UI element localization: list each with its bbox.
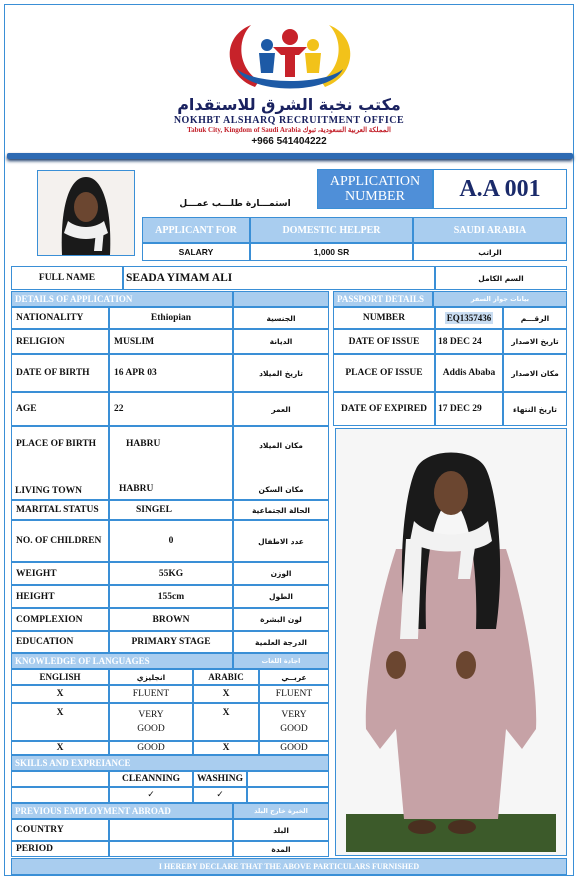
age-label-ar: العمر xyxy=(233,392,329,426)
languages-section-header-ar: اجادة اللغات xyxy=(233,653,329,669)
passport-number-text: EQ1357436 xyxy=(446,313,492,323)
agency-location: Tabuk City, Kingdom of Saudi Arabia المملكة العربية السعودية، تبوك xyxy=(187,126,391,134)
full-body-image xyxy=(336,429,566,855)
form-title-ar: استمـــارة طلـــب عمـــل xyxy=(179,199,291,209)
agency-name-en: NOKHBT ALSHARQ RECRUITMENT OFFICE xyxy=(173,115,405,126)
job-title: DOMESTIC HELPER xyxy=(250,217,413,243)
age-label: AGE xyxy=(11,392,109,426)
dob-label-ar: تاريخ الميلاد xyxy=(233,354,329,392)
children-label: NO. OF CHILDREN xyxy=(11,520,109,562)
complexion-label: COMPLEXION xyxy=(11,608,109,631)
arabic-label-ar: عربــي xyxy=(259,669,329,685)
full-name-label: FULL NAME xyxy=(11,266,123,290)
issue-date-label: DATE OF ISSUE xyxy=(333,329,435,354)
education-value: PRIMARY STAGE xyxy=(109,631,233,653)
issue-date-label-ar: تاريخ الاصدار xyxy=(503,329,567,354)
weight-label-ar: الوزن xyxy=(233,562,329,585)
children-label-ar: عدد الاطفال xyxy=(233,520,329,562)
religion-value: MUSLIM xyxy=(109,329,233,354)
passport-number-label-ar: الرقـــم xyxy=(503,307,567,329)
skills-empty-cell-4 xyxy=(247,787,329,803)
country-label: COUNTRY xyxy=(11,819,109,841)
skill-cleaning-check: ✓ xyxy=(109,787,193,803)
details-section-header: DETAILS OF APPLICATION xyxy=(11,291,233,307)
marital-status-label-ar: الحالة الجتماعية xyxy=(233,500,329,520)
app-number-label: APPLICATION NUMBER xyxy=(317,169,433,209)
english-good-mark: X xyxy=(11,741,109,755)
arabic-verygood-level: VERY GOOD xyxy=(259,703,329,741)
period-label: PERIOD xyxy=(11,841,109,857)
english-verygood-level: VERY GOOD xyxy=(109,703,193,741)
living-town-value: HABRU xyxy=(119,484,154,494)
skills-empty-cell-3 xyxy=(11,787,109,803)
employment-section-header: PREVIOUS EMPLOYMENT ABROAD xyxy=(11,803,233,819)
salary-label-ar: الراتب xyxy=(413,243,567,261)
issue-place-label-ar: مكان الاصدار xyxy=(503,354,567,392)
religion-label-ar: الديانة xyxy=(233,329,329,354)
arabic-fluent-mark: X xyxy=(193,685,259,703)
marital-status-value: SINGEL xyxy=(109,500,233,520)
expiry-date-value: 17 DEC 29 xyxy=(435,392,503,426)
declaration-footer: I HEREBY DECLARE THAT THE ABOVE PARTICULARS FURNISHED xyxy=(11,858,567,875)
complexion-label-ar: لون البشرة xyxy=(233,608,329,631)
portrait-image xyxy=(38,171,134,255)
english-good-level: GOOD xyxy=(109,741,193,755)
english-verygood-mark: X xyxy=(11,703,109,741)
salary-label: SALARY xyxy=(142,243,250,261)
arabic-good-level: GOOD xyxy=(259,741,329,755)
dob-value: 16 APR 03 xyxy=(109,354,233,392)
issue-place-value: Addis Ababa xyxy=(435,354,503,392)
issue-place-label: PLACE OF ISSUE xyxy=(333,354,435,392)
full-body-photo xyxy=(335,428,567,856)
weight-label: WEIGHT xyxy=(11,562,109,585)
skill-washing-check: ✓ xyxy=(193,787,247,803)
portrait-photo xyxy=(37,170,135,256)
expiry-date-label-ar: تاريخ النتهاء xyxy=(503,392,567,426)
header-divider xyxy=(7,153,573,159)
english-label-ar: انجليزي xyxy=(109,669,193,685)
age-value: 22 xyxy=(109,392,233,426)
arabic-fluent-level: FLUENT xyxy=(259,685,329,703)
details-section-filler xyxy=(233,291,329,307)
height-label-ar: الطول xyxy=(233,585,329,608)
salary-value: 1,000 SR xyxy=(250,243,413,261)
education-label-ar: الدرجة العلمية xyxy=(233,631,329,653)
languages-section-header: KNOWLEDGE OF LANGUAGES xyxy=(11,653,233,669)
arabic-good-mark: X xyxy=(193,741,259,755)
height-label: HEIGHT xyxy=(11,585,109,608)
period-value xyxy=(109,841,233,857)
nationality-label-ar: الجنسية xyxy=(233,307,329,329)
place-of-birth-label: PLACE OF BIRTH xyxy=(11,426,109,500)
passport-section-header-ar: بيانات جواز السفر xyxy=(433,291,567,307)
complexion-value: BROWN xyxy=(109,608,233,631)
skill-washing-label: WASHING xyxy=(193,771,247,787)
nationality-label: NATIONALITY xyxy=(11,307,109,329)
letterhead xyxy=(5,5,573,155)
skill-cleaning-label: CLEANNING xyxy=(109,771,193,787)
skills-empty-cell-2 xyxy=(247,771,329,787)
applicant-for-label: APPLICANT FOR xyxy=(142,217,250,243)
marital-status-label: MARITAL STATUS xyxy=(11,500,109,520)
place-of-birth-label-ar: مكان الميلاد xyxy=(233,426,329,500)
full-name-value: SEADA YIMAM ALI xyxy=(123,266,435,290)
arabic-label: ARABIC xyxy=(193,669,259,685)
agency-name-ar: مكتب نخبة الشرق للاستقدام xyxy=(177,95,401,114)
arabic-verygood-mark: X xyxy=(193,703,259,741)
agency-phone: +966 541404222 xyxy=(251,136,327,147)
application-form xyxy=(4,4,574,876)
country-value xyxy=(109,819,233,841)
dob-label: DATE OF BIRTH xyxy=(11,354,109,392)
country-label-ar: البلد xyxy=(233,819,329,841)
living-town-label-ar: مكان السكن xyxy=(258,484,304,494)
place-of-birth-value: HABRU xyxy=(109,426,233,500)
english-fluent-mark: X xyxy=(11,685,109,703)
weight-value: 55KG xyxy=(109,562,233,585)
english-label: ENGLISH xyxy=(11,669,109,685)
passport-number-label: NUMBER xyxy=(333,307,435,329)
religion-label: RELIGION xyxy=(11,329,109,354)
height-value: 155cm xyxy=(109,585,233,608)
agency-logo xyxy=(215,15,365,99)
full-name-label-ar: السم الكامل xyxy=(435,266,567,290)
passport-number-value xyxy=(435,307,503,329)
children-value: 0 xyxy=(109,520,233,562)
education-label: EDUCATION xyxy=(11,631,109,653)
issue-date-value: 18 DEC 24 xyxy=(435,329,503,354)
living-town-label: LIVING TOWN xyxy=(15,485,82,496)
employment-section-header-ar: الخبرة خارج البلد xyxy=(233,803,329,819)
expiry-date-label: DATE OF EXPIRED xyxy=(333,392,435,426)
app-number-value: A.A 001 xyxy=(433,169,567,209)
english-fluent-level: FLUENT xyxy=(109,685,193,703)
skills-empty-cell xyxy=(11,771,109,787)
destination-country: SAUDI ARABIA xyxy=(413,217,567,243)
period-label-ar: المدة xyxy=(233,841,329,857)
passport-section-header: PASSPORT DETAILS xyxy=(333,291,433,307)
nationality-value: Ethiopian xyxy=(109,307,233,329)
skills-section-header: SKILLS AND EXPREIANCE xyxy=(11,755,329,771)
